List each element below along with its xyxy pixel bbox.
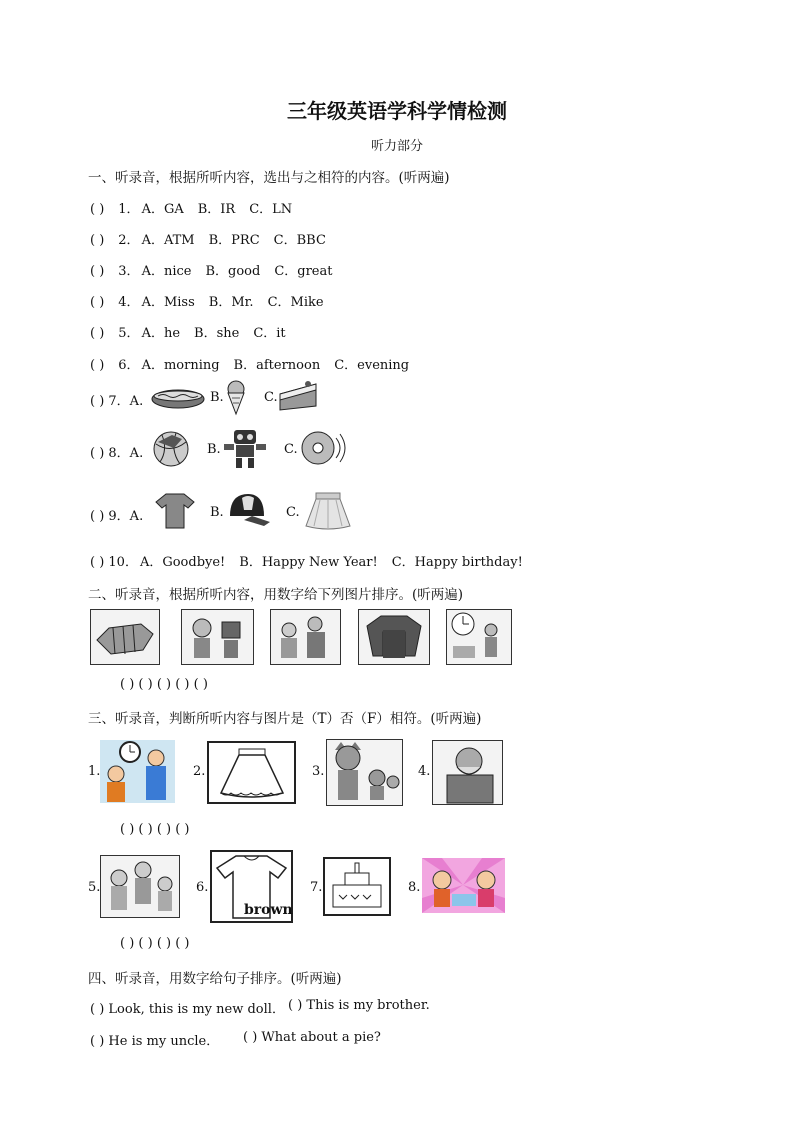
item-number: 4.	[418, 764, 431, 779]
skirt-outline-icon	[209, 743, 294, 802]
family-icon	[271, 610, 340, 664]
option-c-label: C.	[284, 442, 298, 457]
shirt-label: brown	[244, 902, 293, 918]
cd-disc-icon	[300, 430, 350, 466]
picture-brown-shirt	[210, 850, 293, 923]
kids-robot-icon	[182, 610, 253, 664]
picture-cat-family	[326, 739, 403, 806]
option-c: C．LN	[249, 202, 293, 217]
question-number: ( ) 10．	[90, 555, 138, 570]
question-1	[90, 198, 306, 217]
answer-paren[interactable]: ( )	[90, 326, 105, 341]
picture-kids-robot	[181, 609, 254, 665]
answer-paren[interactable]: ( )	[90, 202, 105, 217]
option-c: C．evening	[334, 358, 410, 373]
tshirt-icon	[154, 492, 196, 530]
question-number: 2．	[118, 233, 140, 248]
item-number: 5.	[88, 880, 101, 895]
option-b-label: B.	[210, 390, 224, 405]
question-number: 3．	[118, 264, 140, 279]
question-10	[90, 551, 537, 570]
question-6	[90, 354, 423, 373]
option-b: B．Mr.	[208, 295, 254, 310]
answer-paren[interactable]: ( )	[90, 233, 105, 248]
picture-clock-teacher	[100, 740, 175, 803]
candy-icon	[91, 610, 159, 664]
question-4	[90, 291, 338, 310]
option-c: C．Happy birthday!	[391, 555, 523, 570]
answer-paren[interactable]: ( )	[90, 264, 105, 279]
sentence-1[interactable]: ( ) Look, this is my new doll．	[90, 1002, 285, 1017]
question-number: 4．	[118, 295, 140, 310]
children-play-icon	[101, 856, 179, 917]
picture-children-play	[100, 855, 180, 918]
question-7-lead: ( ) 7．A.	[90, 394, 144, 409]
question-number: 1．	[118, 202, 140, 217]
option-c: C．BBC	[273, 233, 326, 248]
option-c-label: C.	[286, 505, 300, 520]
section-3-answers-row2[interactable]: ( ) ( ) ( ) ( )	[120, 936, 190, 951]
picture-skirt	[207, 741, 296, 804]
option-c: C．great	[274, 264, 333, 279]
option-b: B．IR	[197, 202, 236, 217]
picture-candy	[90, 609, 160, 665]
cake-slice-icon	[278, 378, 320, 414]
robot-icon	[222, 428, 268, 470]
item-number: 6.	[196, 880, 209, 895]
answer-paren[interactable]: ( )	[90, 358, 105, 373]
picture-birthday-cake	[323, 857, 391, 916]
item-number: 7.	[310, 880, 323, 895]
option-a: A．GA	[141, 202, 184, 217]
clock-teacher-icon	[100, 740, 175, 803]
option-b: B．afternoon	[233, 358, 321, 373]
option-c: C．Mike	[267, 295, 324, 310]
section-2-answers[interactable]: ( ) ( ) ( ) ( ) ( )	[120, 677, 208, 692]
answer-paren[interactable]: ( )	[90, 295, 105, 310]
birthday-cake-icon	[325, 859, 389, 914]
question-number: 5．	[118, 326, 140, 341]
question-8-lead: ( ) 8．A.	[90, 446, 144, 461]
ice-cream-icon	[224, 380, 248, 416]
skirt-icon	[302, 490, 354, 532]
sentence-2[interactable]: ( ) This is my brother.	[288, 998, 430, 1013]
option-b: B．Happy New Year!	[239, 555, 378, 570]
picture-family	[270, 609, 341, 665]
option-b: B．she	[194, 326, 240, 341]
section-3-answers-row1[interactable]: ( ) ( ) ( ) ( )	[120, 822, 190, 837]
option-c-label: C.	[264, 390, 278, 405]
option-c: C．it	[253, 326, 286, 341]
item-number: 2.	[193, 764, 206, 779]
question-3	[90, 260, 346, 279]
old-man-icon	[433, 741, 502, 804]
section-3-heading: 三、听录音，判断所听内容与图片是（T）否（F）相符。(听两遍)	[88, 711, 482, 727]
question-9-lead: ( ) 9．A.	[90, 509, 144, 524]
hotdog-icon	[150, 384, 206, 412]
option-a: A．Miss	[141, 295, 195, 310]
cat-family-icon	[327, 740, 402, 805]
section-1-heading: 一、听录音，根据所听内容，选出与之相符的内容。(听两遍)	[88, 170, 450, 186]
sentence-4[interactable]: ( ) What about a pie?	[243, 1030, 381, 1045]
option-b: B．PRC	[208, 233, 260, 248]
clock-room-icon	[447, 610, 511, 664]
picture-clock-room	[446, 609, 512, 665]
option-b-label: B.	[210, 505, 224, 520]
option-a: A．Goodbye!	[139, 555, 226, 570]
question-5	[90, 322, 300, 341]
page-title: 三年级英语学科学情检测	[287, 99, 507, 123]
party-icon	[422, 858, 505, 913]
section-4-heading: 四、听录音，用数字给句子排序。(听两遍)	[88, 971, 342, 987]
option-a: A．nice	[141, 264, 192, 279]
option-a: A．morning	[141, 358, 220, 373]
section-2-heading: 二、听录音，根据所听内容，用数字给下列图片排序。(听两遍)	[88, 587, 464, 603]
option-a: A．ATM	[141, 233, 195, 248]
ball-icon	[152, 430, 190, 468]
cap-icon	[224, 490, 272, 530]
page-subtitle: 听力部分	[370, 139, 423, 154]
item-number: 1.	[88, 764, 101, 779]
question-2	[90, 229, 340, 248]
picture-party	[422, 858, 505, 913]
picture-old-man	[432, 740, 503, 805]
question-number: 6．	[118, 358, 140, 373]
option-a: A．he	[141, 326, 181, 341]
item-number: 3.	[312, 764, 325, 779]
sentence-3[interactable]: ( ) He is my uncle．	[90, 1034, 220, 1049]
option-b: B．good	[205, 264, 261, 279]
option-b-label: B.	[207, 442, 221, 457]
item-number: 8.	[408, 880, 421, 895]
jacket-icon	[359, 610, 429, 664]
picture-jacket	[358, 609, 430, 665]
